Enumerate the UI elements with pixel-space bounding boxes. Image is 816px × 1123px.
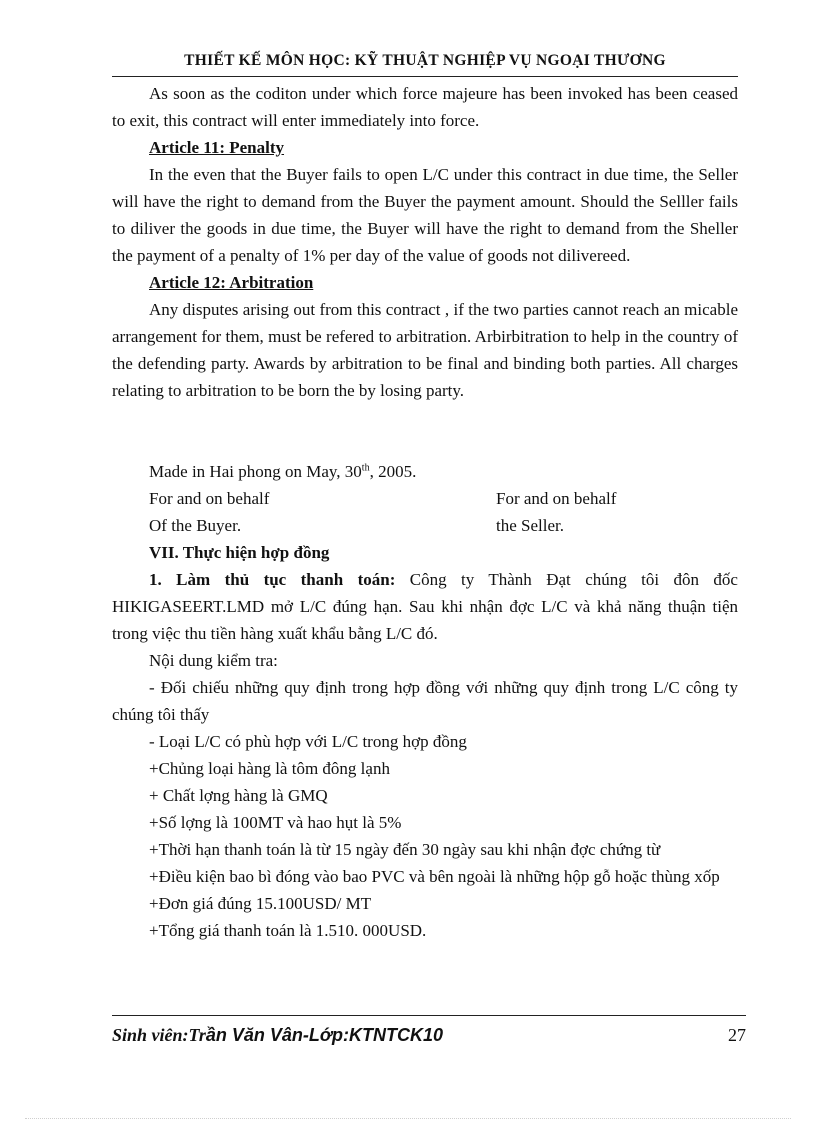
list-item: Nội dung kiểm tra: bbox=[149, 651, 278, 670]
made-in-suffix: , 2005. bbox=[369, 462, 417, 481]
buyer-sign-line-2: Of the Buyer. bbox=[149, 516, 242, 535]
list-item: +Chủng loại hàng là tôm đông lạnh bbox=[149, 759, 390, 778]
made-in-prefix: Made in Hai phong on May, 30 bbox=[149, 462, 362, 481]
force-majeure-paragraph: As soon as the coditon under which force majeure has been invoked has been ceased to exit, this contract will enter immediately into force. bbox=[112, 84, 738, 130]
article-12-paragraph: Any disputes arising out from this contract , if the two parties cannot reach an micable arrangement for them, must be refered to arbitration. Arbirbitration to help in the country of the defending party. Awards by arbitration to be final and binding both parties. All charges relating to arbitration to be born the by losing party. bbox=[112, 300, 738, 400]
list-item: - Loại L/C có phù hợp với L/C trong hợp đồng bbox=[149, 732, 467, 751]
header-divider bbox=[112, 76, 738, 77]
made-in-superscript: th bbox=[361, 462, 370, 474]
payment-procedure-text: Công ty Thành Đạt chúng tôi đôn đốc HIKIGASEERT.LMD mở L/C đúng hạn. Sau khi nhận đợc L/C và khả năng thuận tiện trong việc thu tiền hàng xuất khẩu bằng L/C đó. bbox=[112, 570, 738, 643]
list-item: +Thời hạn thanh toán là từ 15 ngày đến 30 ngày sau khi nhận đợc chứng từ bbox=[149, 840, 661, 859]
article-11-paragraph: In the even that the Buyer fails to open L/C under this contract in due time, the Seller will have the right to demand from the Buyer the payment amount. Should the Selller fails to diliver the goods in due time, the Buyer will have the right to demand from the Sheller the payment of a penalty of 1% per day of the value of goods not dilivereed. bbox=[112, 165, 738, 265]
payment-procedure-title: 1. Làm thủ tục thanh toán: bbox=[149, 570, 396, 589]
seller-sign-line-2: the Seller. bbox=[496, 516, 564, 535]
page-header-title: THIẾT KẾ MÔN HỌC: KỸ THUẬT NGHIỆP VỤ NGOẠI THƯƠNG bbox=[184, 52, 666, 69]
list-item: +Tổng giá thanh toán là 1.510. 000USD. bbox=[149, 921, 427, 940]
article-12-heading: Article 12: Arbitration bbox=[149, 273, 314, 292]
footer-divider bbox=[112, 1015, 746, 1016]
section-7-heading: VII. Thực hiện hợp đồng bbox=[149, 543, 330, 562]
signature-row-1 bbox=[112, 485, 738, 512]
list-item: - Đối chiếu những quy định trong hợp đồng với những quy định trong L/C công ty chúng tôi thấy bbox=[112, 678, 738, 724]
made-in-line bbox=[112, 458, 738, 485]
footer-student-info bbox=[112, 1025, 443, 1046]
spacer bbox=[112, 404, 738, 458]
list-item: + Chất lợng hàng là GMQ bbox=[149, 786, 328, 805]
footer-student-prefix: Sinh viên:Tr bbox=[112, 1025, 206, 1045]
payment-procedure-paragraph bbox=[112, 566, 738, 647]
signature-row-2 bbox=[112, 512, 738, 539]
list-item: +Số lợng là 100MT và hao hụt là 5% bbox=[149, 813, 402, 832]
list-item: +Điều kiện bao bì đóng vào bao PVC và bên ngoài là những hộp gỗ hoặc thùng xốp bbox=[149, 867, 720, 886]
page-number: 27 bbox=[728, 1025, 746, 1045]
buyer-sign-line-1: For and on behalf bbox=[149, 489, 270, 508]
seller-sign-line-1: For and on behalf bbox=[496, 489, 617, 508]
list-item: +Đơn giá đúng 15.100USD/ MT bbox=[149, 894, 372, 913]
footer-student-name: ần Văn Vân-Lớp:KTNTCK10 bbox=[205, 1025, 443, 1045]
page-bottom-dotted-line bbox=[25, 1118, 791, 1119]
page-content bbox=[112, 80, 738, 944]
article-11-heading: Article 11: Penalty bbox=[149, 138, 285, 157]
